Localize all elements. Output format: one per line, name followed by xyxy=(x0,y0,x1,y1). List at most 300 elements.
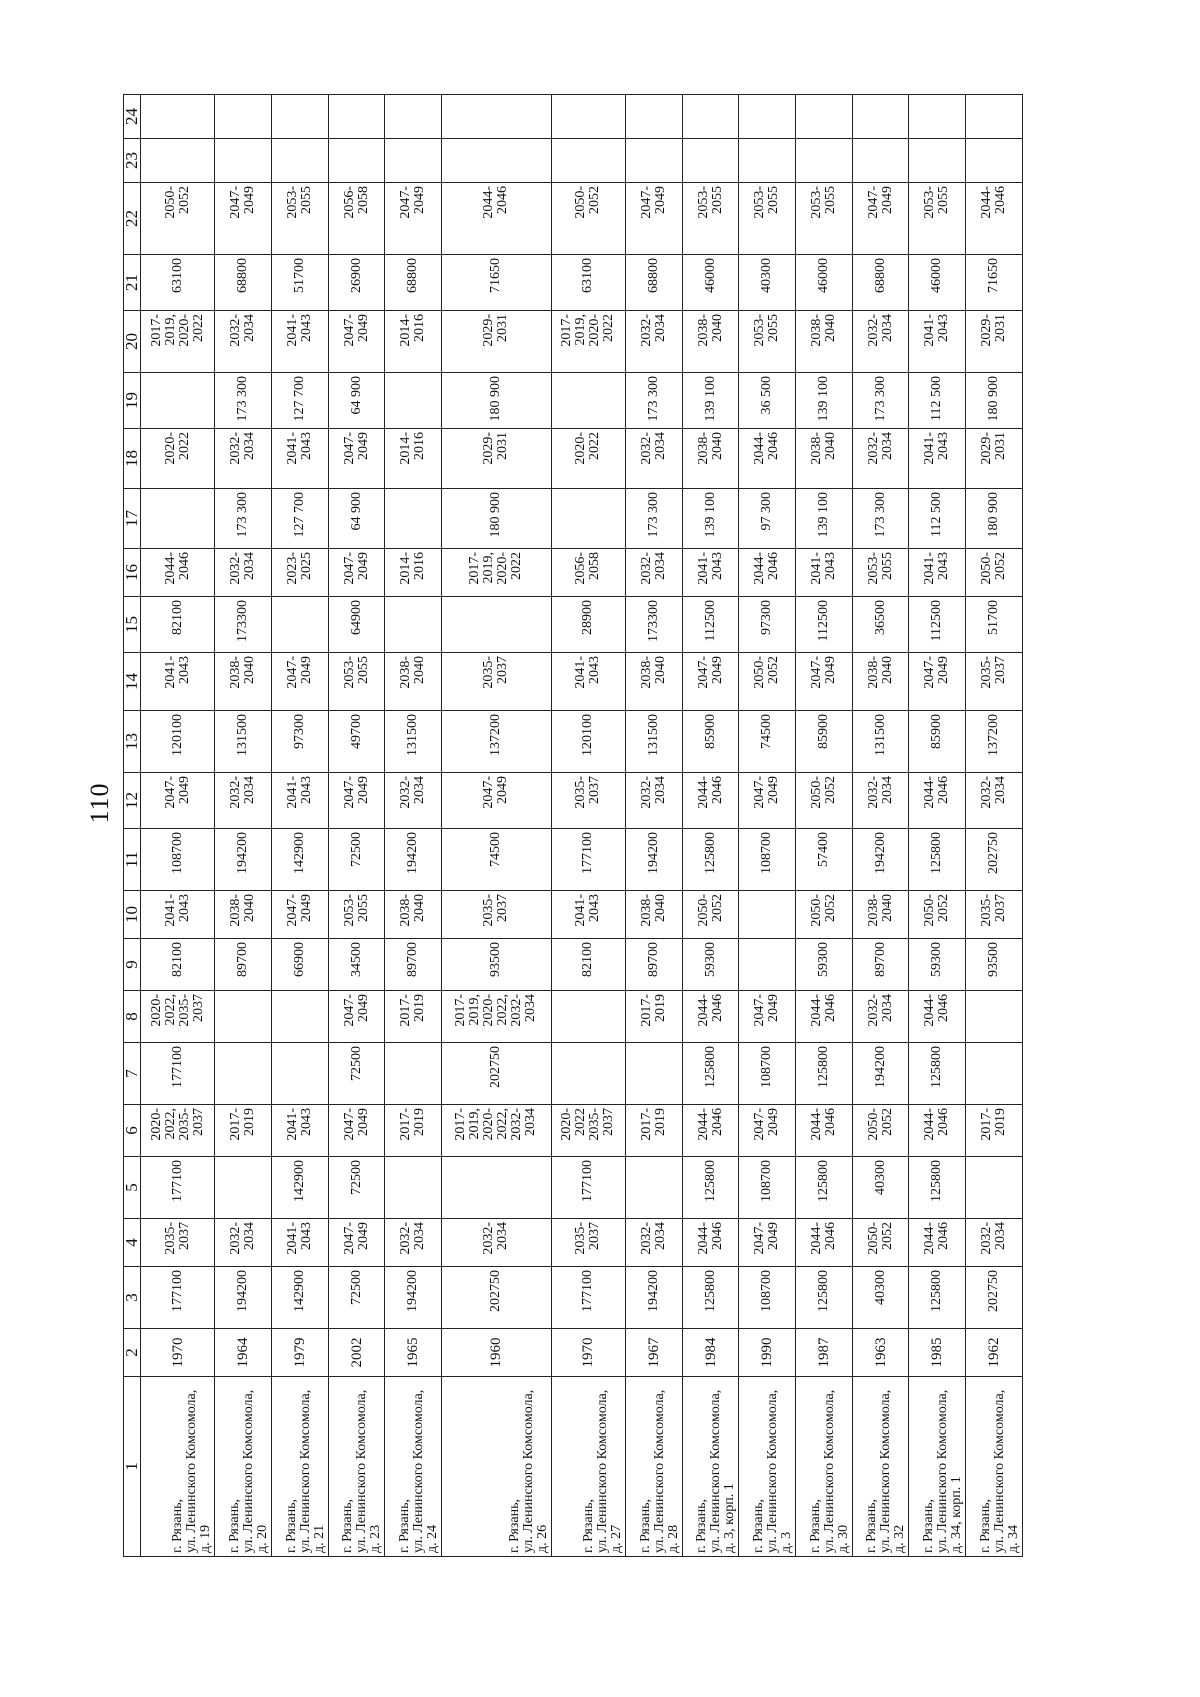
table-cell xyxy=(442,991,552,1043)
address-cell xyxy=(442,1377,552,1557)
table-cell xyxy=(215,183,272,255)
cell-text: 2050- 2052 xyxy=(573,186,603,219)
table-cell xyxy=(739,489,796,549)
cell-text: 2050- 2052 xyxy=(162,186,192,219)
table-cell xyxy=(385,429,442,489)
table-cell xyxy=(551,891,625,939)
table-cell xyxy=(739,939,796,991)
table-cell xyxy=(328,489,385,549)
cell-text: 2056- 2058 xyxy=(573,552,603,585)
cell-text: 51700 xyxy=(291,258,307,293)
cell-text: 57400 xyxy=(815,832,831,867)
table-cell xyxy=(796,1219,853,1267)
table-cell xyxy=(215,489,272,549)
table-cell xyxy=(215,939,272,991)
cell-text: 202750 xyxy=(986,1270,1002,1312)
table-cell xyxy=(852,773,909,829)
year-cell xyxy=(852,1329,909,1377)
table-cell xyxy=(966,489,1023,549)
table-cell xyxy=(626,653,683,711)
cell-text: 49700 xyxy=(348,714,364,749)
cell-text: 125800 xyxy=(929,832,945,874)
column-header-6: 6 xyxy=(124,1105,141,1157)
table-cell xyxy=(682,255,739,311)
cell-text: 2044- 2046 xyxy=(808,1222,838,1255)
cell-text: 68800 xyxy=(872,258,888,293)
cell-text: 2041- 2043 xyxy=(922,552,952,585)
table-cell xyxy=(682,489,739,549)
table-cell xyxy=(966,1105,1023,1157)
cell-text: 2032- 2034 xyxy=(228,552,258,585)
cell-text: 177100 xyxy=(580,1270,596,1312)
cell-text: 2032- 2034 xyxy=(638,1222,668,1255)
table-row xyxy=(272,95,329,1557)
cell-text: 2035- 2037 xyxy=(481,894,511,927)
cell-text: 26900 xyxy=(348,258,364,293)
cell-text: 2032- 2034 xyxy=(228,776,258,809)
cell-text: 2035- 2037 xyxy=(162,1222,192,1255)
table-cell xyxy=(626,1105,683,1157)
table-cell xyxy=(215,1219,272,1267)
cell-text: 85900 xyxy=(815,714,831,749)
table-cell xyxy=(385,773,442,829)
table-cell xyxy=(272,373,329,429)
cell-text: 2047- 2049 xyxy=(162,776,192,809)
table-cell xyxy=(385,1157,442,1219)
cell-text: 125800 xyxy=(702,1046,718,1088)
column-header-10: 10 xyxy=(124,891,141,939)
cell-text: 2017- 2019 xyxy=(638,994,668,1027)
table-cell xyxy=(682,1105,739,1157)
cell-text: 194200 xyxy=(645,832,661,874)
address-cell xyxy=(739,1377,796,1557)
table-cell xyxy=(551,489,625,549)
cell-text: 36 500 xyxy=(759,376,775,415)
table-cell xyxy=(852,1267,909,1329)
cell-text: 2041- 2043 xyxy=(162,656,192,689)
table-cell xyxy=(796,597,853,653)
table-cell xyxy=(909,549,966,597)
table-cell xyxy=(385,653,442,711)
table-cell xyxy=(682,549,739,597)
cell-text: 180 900 xyxy=(488,376,504,422)
cell-text: 112500 xyxy=(815,600,831,642)
cell-text: 194200 xyxy=(872,1046,888,1088)
table-cell xyxy=(385,597,442,653)
table-cell xyxy=(141,429,215,489)
cell-text: 139 100 xyxy=(815,376,831,422)
table-cell xyxy=(551,1219,625,1267)
table-cell xyxy=(141,1043,215,1105)
table-cell xyxy=(739,773,796,829)
cell-text: 2047- 2049 xyxy=(752,776,782,809)
table-cell xyxy=(796,255,853,311)
year-cell xyxy=(272,1329,329,1377)
table-cell xyxy=(626,95,683,139)
table-cell xyxy=(852,1219,909,1267)
table-cell xyxy=(442,773,552,829)
column-header-7: 7 xyxy=(124,1043,141,1105)
table-cell xyxy=(909,373,966,429)
cell-text: 125800 xyxy=(702,1270,718,1312)
table-cell xyxy=(796,139,853,183)
table-cell xyxy=(852,429,909,489)
cell-text: 2041- 2043 xyxy=(922,432,952,465)
table-cell xyxy=(551,373,625,429)
cell-text: 2047- 2049 xyxy=(341,314,371,347)
cell-text: 2044- 2046 xyxy=(808,994,838,1027)
table-cell xyxy=(682,829,739,891)
cell-text: 2044- 2046 xyxy=(695,1108,725,1141)
cell-text: 2032- 2034 xyxy=(638,552,668,585)
table-cell xyxy=(626,1043,683,1105)
table-cell xyxy=(141,489,215,549)
table-cell xyxy=(328,1105,385,1157)
table-cell xyxy=(682,311,739,373)
cell-text: 2044- 2046 xyxy=(922,1222,952,1255)
table-cell xyxy=(739,183,796,255)
address-cell xyxy=(909,1377,966,1557)
table-cell xyxy=(796,489,853,549)
table-cell xyxy=(626,139,683,183)
table-cell xyxy=(328,1219,385,1267)
table-cell xyxy=(909,311,966,373)
table-cell xyxy=(852,891,909,939)
table-cell xyxy=(551,991,625,1043)
table-cell xyxy=(852,549,909,597)
table-cell xyxy=(551,597,625,653)
cell-text: 2029- 2031 xyxy=(481,432,511,465)
cell-text: 1984 xyxy=(702,1337,719,1368)
column-header-21: 21 xyxy=(124,255,141,311)
cell-text: 2038- 2040 xyxy=(808,432,838,465)
cell-text: 2041- 2043 xyxy=(573,894,603,927)
table-cell xyxy=(739,311,796,373)
cell-text: 2038- 2040 xyxy=(398,894,428,927)
table-row xyxy=(328,95,385,1557)
cell-text: 180 900 xyxy=(986,492,1002,538)
table-cell xyxy=(626,183,683,255)
cell-text: 1965 xyxy=(405,1337,422,1368)
cell-text: 125800 xyxy=(815,1046,831,1088)
table-cell xyxy=(141,1267,215,1329)
table-cell xyxy=(682,373,739,429)
table-cell xyxy=(385,549,442,597)
cell-text: 120100 xyxy=(580,714,596,756)
cell-text: 2044- 2046 xyxy=(752,552,782,585)
cell-text: 72500 xyxy=(348,1046,364,1081)
table-cell xyxy=(966,891,1023,939)
table-cell xyxy=(385,489,442,549)
cell-text: 2038- 2040 xyxy=(808,314,838,347)
cell-text: 2047- 2049 xyxy=(865,186,895,219)
table-row xyxy=(966,95,1023,1557)
table-cell xyxy=(272,549,329,597)
table-cell xyxy=(682,1219,739,1267)
cell-text: 2041- 2043 xyxy=(284,432,314,465)
cell-text: 2017- 2019, 2020- 2022, 2032- 2034 xyxy=(453,994,539,1027)
cell-text: 131500 xyxy=(235,714,251,756)
table-cell xyxy=(909,183,966,255)
table-cell xyxy=(739,373,796,429)
cell-text: 2023- 2025 xyxy=(284,552,314,585)
table-cell xyxy=(141,711,215,773)
table-cell xyxy=(215,1105,272,1157)
cell-text: 177100 xyxy=(169,1270,185,1312)
cell-text: 2020- 2022, 2035- 2037 xyxy=(148,994,206,1027)
table-cell xyxy=(682,429,739,489)
cell-text: 1962 xyxy=(986,1337,1003,1368)
table-cell xyxy=(852,489,909,549)
cell-text: 82100 xyxy=(580,942,596,977)
cell-text: 93500 xyxy=(986,942,1002,977)
table-cell xyxy=(272,311,329,373)
cell-text: 71650 xyxy=(986,258,1002,293)
table-cell xyxy=(215,597,272,653)
cell-text: г. Рязань, ул. Ленинского Комсомола, д. 30 xyxy=(807,1389,851,1553)
table-cell xyxy=(141,549,215,597)
table-cell xyxy=(551,429,625,489)
table-cell xyxy=(852,1105,909,1157)
cell-text: г. Рязань, ул. Ленинского Комсомола, д. 24 xyxy=(397,1389,441,1553)
cell-text: 34500 xyxy=(348,942,364,977)
table-cell xyxy=(328,255,385,311)
table-cell xyxy=(966,939,1023,991)
cell-text: 2044- 2046 xyxy=(752,432,782,465)
table-cell xyxy=(909,489,966,549)
cell-text: 2053- 2055 xyxy=(341,656,371,689)
column-header-8: 8 xyxy=(124,991,141,1043)
table-cell xyxy=(551,653,625,711)
table-cell xyxy=(215,429,272,489)
table-cell xyxy=(551,1105,625,1157)
cell-text: 2044- 2046 xyxy=(922,1108,952,1141)
address-cell xyxy=(328,1377,385,1557)
cell-text: г. Рязань, ул. Ленинского Комсомола, д. 27 xyxy=(581,1389,625,1553)
cell-text: 2017- 2019 xyxy=(228,1108,258,1141)
table-cell xyxy=(966,1219,1023,1267)
cell-text: 85900 xyxy=(702,714,718,749)
cell-text: 173 300 xyxy=(235,376,251,422)
cell-text: 2038- 2040 xyxy=(228,656,258,689)
table-cell xyxy=(909,1157,966,1219)
table-cell xyxy=(141,1105,215,1157)
cell-text: 82100 xyxy=(169,600,185,635)
table-cell xyxy=(328,373,385,429)
table-row xyxy=(551,95,625,1557)
table-cell xyxy=(385,1219,442,1267)
cell-text: 2047- 2049 xyxy=(341,1108,371,1141)
cell-text: 2032- 2034 xyxy=(481,1222,511,1255)
table-cell xyxy=(852,939,909,991)
cell-text: 173 300 xyxy=(645,376,661,422)
cell-text: 2032- 2034 xyxy=(979,776,1009,809)
cell-text: 2038- 2040 xyxy=(638,656,668,689)
cell-text: 64900 xyxy=(348,600,364,635)
table-cell xyxy=(215,373,272,429)
table-cell xyxy=(909,653,966,711)
cell-text: 2014- 2016 xyxy=(398,552,428,585)
table-cell xyxy=(966,95,1023,139)
cell-text: г. Рязань, ул. Ленинского Комсомола, д. 23 xyxy=(340,1389,384,1553)
table-cell xyxy=(626,1157,683,1219)
table-cell xyxy=(966,429,1023,489)
cell-text: 173 300 xyxy=(235,492,251,538)
table-cell xyxy=(966,597,1023,653)
table-cell xyxy=(739,653,796,711)
table-cell xyxy=(909,711,966,773)
cell-text: 74500 xyxy=(488,832,504,867)
cell-text: 2035- 2037 xyxy=(979,656,1009,689)
table-cell xyxy=(551,711,625,773)
table-cell xyxy=(272,95,329,139)
cell-text: 194200 xyxy=(405,1270,421,1312)
cell-text: 2032- 2034 xyxy=(398,776,428,809)
table-cell xyxy=(966,549,1023,597)
cell-text: 2053- 2055 xyxy=(865,552,895,585)
address-cell xyxy=(141,1377,215,1557)
table-cell xyxy=(272,1219,329,1267)
table-cell xyxy=(626,1219,683,1267)
table-cell xyxy=(215,139,272,183)
cell-text: г. Рязань, ул. Ленинского Комсомола, д. 32 xyxy=(864,1389,908,1553)
table-cell xyxy=(328,991,385,1043)
cell-text: 125800 xyxy=(702,832,718,874)
cell-text: 108700 xyxy=(759,1160,775,1202)
year-cell xyxy=(141,1329,215,1377)
table-cell xyxy=(909,829,966,891)
table-cell xyxy=(215,549,272,597)
table-cell xyxy=(141,1219,215,1267)
cell-text: 1979 xyxy=(291,1337,308,1368)
cell-text: 2047- 2049 xyxy=(695,656,725,689)
cell-text: 2050- 2052 xyxy=(808,776,838,809)
cell-text: 127 700 xyxy=(291,376,307,422)
table-cell xyxy=(328,549,385,597)
cell-text: г. Рязань, ул. Ленинского Комсомола, д. 34, корп. 1 xyxy=(921,1389,965,1553)
table-cell xyxy=(682,939,739,991)
cell-text: 2032- 2034 xyxy=(865,994,895,1027)
table-cell xyxy=(796,311,853,373)
table-cell xyxy=(852,991,909,1043)
cell-text: 2044- 2046 xyxy=(695,776,725,809)
year-cell xyxy=(385,1329,442,1377)
cell-text: 2047- 2049 xyxy=(752,994,782,1027)
table-cell xyxy=(272,139,329,183)
table-cell xyxy=(328,311,385,373)
table-cell xyxy=(385,1267,442,1329)
table-cell xyxy=(909,1043,966,1105)
table-cell xyxy=(682,653,739,711)
table-row xyxy=(215,95,272,1557)
table-cell xyxy=(739,1105,796,1157)
table-cell xyxy=(442,939,552,991)
table-cell xyxy=(442,311,552,373)
cell-text: 125800 xyxy=(702,1160,718,1202)
cell-text: 2032- 2034 xyxy=(865,432,895,465)
cell-text: 2029- 2031 xyxy=(979,314,1009,347)
cell-text: 2050- 2052 xyxy=(752,656,782,689)
table-cell xyxy=(328,773,385,829)
table-cell xyxy=(385,255,442,311)
address-cell xyxy=(966,1377,1023,1557)
cell-text: 1960 xyxy=(488,1337,505,1368)
table-cell xyxy=(739,255,796,311)
cell-text: 2032- 2034 xyxy=(398,1222,428,1255)
table-cell xyxy=(626,311,683,373)
table-cell xyxy=(796,183,853,255)
table-cell xyxy=(739,1043,796,1105)
cell-text: г. Рязань, ул. Ленинского Комсомола, д. 20 xyxy=(227,1389,271,1553)
cell-text: г. Рязань, ул. Ленинского Комсомола, д. 3 xyxy=(751,1389,795,1553)
cell-text: 2053- 2055 xyxy=(808,186,838,219)
table-cell xyxy=(739,597,796,653)
table-cell xyxy=(626,489,683,549)
column-header-11: 11 xyxy=(124,829,141,891)
address-cell xyxy=(551,1377,625,1557)
cell-text: 72500 xyxy=(348,1160,364,1195)
cell-text: 112 500 xyxy=(929,492,945,537)
cell-text: 2038- 2040 xyxy=(865,656,895,689)
table-cell xyxy=(215,891,272,939)
column-header-9: 9 xyxy=(124,939,141,991)
table-cell xyxy=(682,1157,739,1219)
cell-text: 2047- 2049 xyxy=(922,656,952,689)
cell-text: 59300 xyxy=(929,942,945,977)
address-cell xyxy=(385,1377,442,1557)
cell-text: 2047- 2049 xyxy=(341,1222,371,1255)
cell-text: 63100 xyxy=(580,258,596,293)
table-cell xyxy=(328,95,385,139)
cell-text: 2041- 2043 xyxy=(922,314,952,347)
table-cell xyxy=(909,597,966,653)
cell-text: 177100 xyxy=(580,1160,596,1202)
cell-text: 2035- 2037 xyxy=(979,894,1009,927)
table-cell xyxy=(215,773,272,829)
table-cell xyxy=(328,829,385,891)
table-cell xyxy=(626,939,683,991)
column-header-17: 17 xyxy=(124,489,141,549)
page-number: 110 xyxy=(85,782,114,824)
table-cell xyxy=(909,139,966,183)
table-cell xyxy=(442,373,552,429)
cell-text: 68800 xyxy=(235,258,251,293)
year-cell xyxy=(215,1329,272,1377)
cell-text: 2044- 2046 xyxy=(695,994,725,1027)
cell-text: 108700 xyxy=(759,1270,775,1312)
cell-text: г. Рязань, ул. Ленинского Комсомола, д. 21 xyxy=(283,1389,327,1553)
table-cell xyxy=(796,1157,853,1219)
cell-text: 89700 xyxy=(645,942,661,977)
table-cell xyxy=(796,991,853,1043)
table-cell xyxy=(272,429,329,489)
table-cell xyxy=(141,95,215,139)
table-cell xyxy=(215,1267,272,1329)
cell-text: 2041- 2043 xyxy=(284,1222,314,1255)
table-cell xyxy=(141,311,215,373)
table-cell xyxy=(796,1267,853,1329)
table-cell xyxy=(215,95,272,139)
cell-text: 202750 xyxy=(488,1270,504,1312)
table-row xyxy=(385,95,442,1557)
table-cell xyxy=(966,1157,1023,1219)
cell-text: 2047- 2049 xyxy=(752,1222,782,1255)
cell-text: 1964 xyxy=(235,1337,252,1368)
table-cell xyxy=(626,255,683,311)
column-header-20: 20 xyxy=(124,311,141,373)
table-cell xyxy=(852,95,909,139)
cell-text: 112500 xyxy=(929,600,945,642)
